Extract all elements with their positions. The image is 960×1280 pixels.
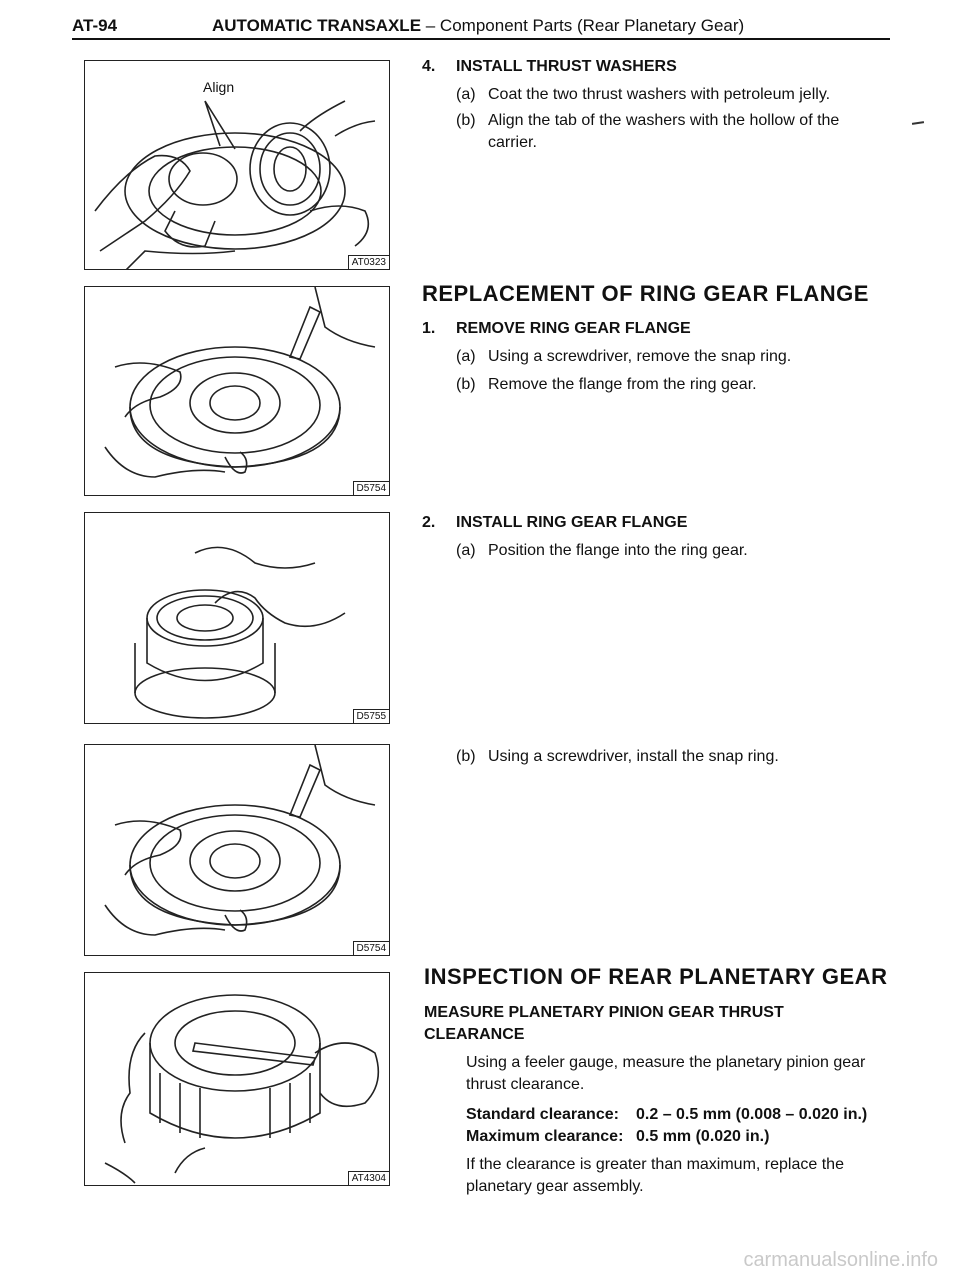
section-name: AUTOMATIC TRANSAXLE (212, 16, 422, 35)
figure-align-washers (84, 60, 390, 270)
step-title: REMOVE RING GEAR FLANGE (456, 320, 691, 337)
inspection-block (424, 1002, 894, 1198)
step-heading: 2. INSTALL RING GEAR FLANGE (422, 514, 688, 531)
feeler-gauge-illustration (85, 973, 389, 1185)
install-washers-block (422, 56, 892, 154)
flange-illustration (85, 513, 389, 723)
figure-position-flange (84, 512, 390, 724)
figure-code: D5754 (353, 941, 389, 955)
sub-step: (a) Using a screwdriver, remove the snap ring. (456, 348, 792, 365)
align-callout: Align (203, 79, 235, 95)
step-heading: 4. INSTALL THRUST WASHERS (422, 58, 677, 75)
install-snap-ring-illustration (85, 745, 389, 955)
remove-flange-block (422, 318, 892, 396)
washer-illustration (85, 61, 389, 269)
measure-heading: MEASURE PLANETARY PINION GEAR THRUST CLEARANCE (424, 1004, 784, 1043)
install-snap-ring-step: (b) Using a screwdriver, install the snap ring. (456, 748, 779, 765)
page-title (212, 16, 744, 36)
figure-code: D5754 (353, 481, 389, 495)
sub-step: (b) Align the tab of the washers with the hollow of the carrier. (456, 112, 840, 151)
section-subtitle: – Component Parts (Rear Planetary Gear) (421, 16, 745, 35)
standard-clearance: Standard clearance: 0.2 – 0.5 mm (0.008 – 0.020 in.) (466, 1106, 868, 1123)
replacement-heading: REPLACEMENT OF RING GEAR FLANGE (422, 281, 869, 306)
sub-step: (a) Coat the two thrust washers with petroleum jelly. (456, 86, 831, 103)
replacement-note: If the clearance is greater than maximum, replace the planetary gear assembly. (466, 1156, 844, 1195)
figure-code: AT0323 (348, 255, 389, 269)
page-header (72, 16, 892, 38)
figure-code: AT4304 (348, 1171, 389, 1185)
step-heading: 1. REMOVE RING GEAR FLANGE (422, 320, 691, 337)
step-title: INSTALL RING GEAR FLANGE (456, 514, 688, 531)
inspection-heading: INSPECTION OF REAR PLANETARY GEAR (424, 964, 888, 989)
figure-code: D5755 (353, 709, 389, 723)
sub-step: (b) Remove the flange from the ring gear. (456, 376, 757, 393)
watermark: carmanualsonline.info (743, 1249, 938, 1271)
header-rule (72, 38, 890, 40)
install-flange-block (422, 512, 892, 562)
margin-mark (912, 121, 924, 125)
remove-snap-ring-illustration (85, 287, 389, 495)
figure-remove-snap-ring (84, 286, 390, 496)
page-number: AT-94 (72, 16, 118, 35)
maximum-clearance: Maximum clearance: 0.5 mm (0.020 in.) (466, 1128, 770, 1145)
figure-install-snap-ring (84, 744, 390, 956)
sub-step: (a) Position the flange into the ring gear. (456, 542, 748, 559)
step-title: INSTALL THRUST WASHERS (456, 58, 677, 75)
measure-instruction: Using a feeler gauge, measure the planetary pinion gear thrust clearance. (466, 1054, 866, 1093)
figure-feeler-gauge (84, 972, 390, 1186)
